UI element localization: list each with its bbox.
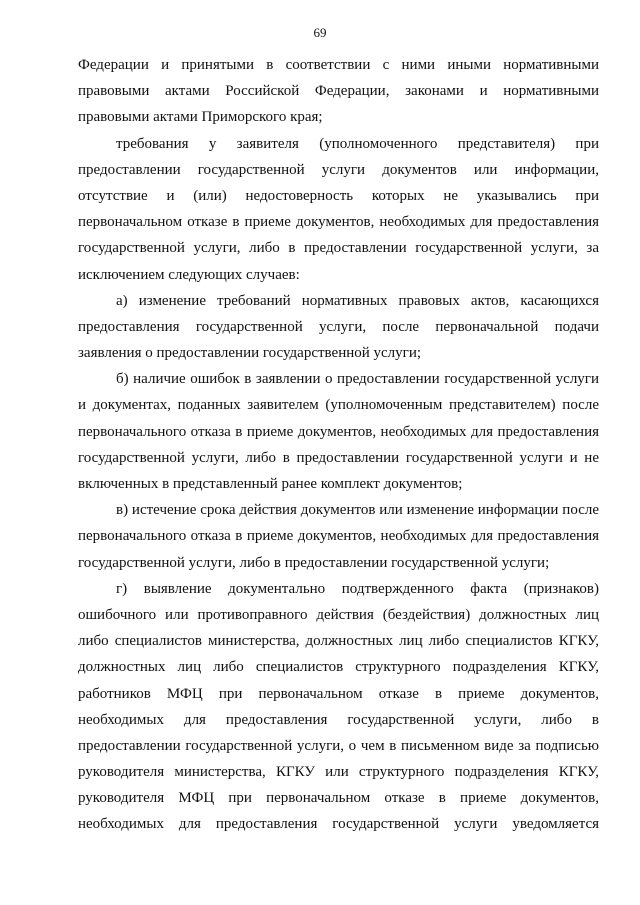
text-line: первоначального отказа в приеме документов, необходимых для предоставления [78, 528, 599, 545]
text-line: предоставлении государственной услуги документов или информации, [78, 161, 599, 178]
text-line: либо специалистов министерства, должностных лиц либо специалистов КГКУ, [78, 633, 599, 650]
text-line: отсутствие и (или) недостоверность которых не указывались при [78, 187, 599, 204]
text-line: правовыми актами Приморского края; [78, 109, 323, 126]
text-line: руководителя министерства, КГКУ или структурного подразделения КГКУ, [78, 764, 599, 781]
text-line: государственной услуги, либо в предоставлении государственной услуги и не [78, 449, 599, 466]
text-line: включенных в представленный ранее комплект документов; [78, 476, 463, 492]
text-line: исключением следующих случаев: [78, 266, 300, 283]
text-line: должностных лиц либо специалистов структурного подразделения КГКУ, [78, 659, 599, 676]
text-line: необходимых для предоставления государственной услуги, либо в [78, 711, 599, 728]
text-line: предоставления государственной услуги, после первоначальной подачи [78, 318, 599, 335]
text-line: Федерации и принятыми в соответствии с ними иными нормативными [78, 57, 599, 73]
text-line: требования у заявителя (уполномоченного представителя) при [116, 135, 599, 152]
text-line: ошибочного или противоправного действия (бездействия) должностных лиц [78, 606, 599, 623]
text-line: а) изменение требований нормативных правовых актов, касающихся [116, 292, 599, 309]
text-line: государственной услуги, либо в предоставлении государственной услуги; [78, 554, 550, 571]
page-number: 69 [313, 25, 327, 40]
text-line: б) наличие ошибок в заявлении о предоставлении государственной услуги [116, 371, 599, 388]
text-line: необходимых для предоставления государственной услуги уведомляется [78, 816, 599, 833]
text-line: государственной услуги, либо в предоставлении государственной услуги, за [78, 240, 599, 257]
text-line: первоначальном отказе в приеме документов, необходимых для предоставления [78, 214, 599, 231]
text-line: предоставлении государственной услуги, о чем в письменном виде за подписью [78, 737, 599, 754]
text-line: заявления о предоставлении государственной услуги; [78, 345, 422, 362]
text-line: первоначального отказа в приеме документов, необходимых для предоставления [78, 423, 599, 440]
text-line: правовыми актами Российской Федерации, законами и нормативными [78, 83, 599, 100]
text-line: работников МФЦ при первоначальном отказе в приеме документов, [78, 685, 599, 702]
text-line: в) истечение срока действия документов или изменение информации после [116, 502, 599, 519]
text-line: г) выявление документально подтвержденного факта (признаков) [116, 580, 599, 597]
text-line: и документах, поданных заявителем (уполномоченным представителем) после [78, 397, 599, 414]
text-line: руководителя МФЦ при первоначальном отказе в приеме документов, [78, 790, 599, 807]
document-body [78, 52, 599, 838]
